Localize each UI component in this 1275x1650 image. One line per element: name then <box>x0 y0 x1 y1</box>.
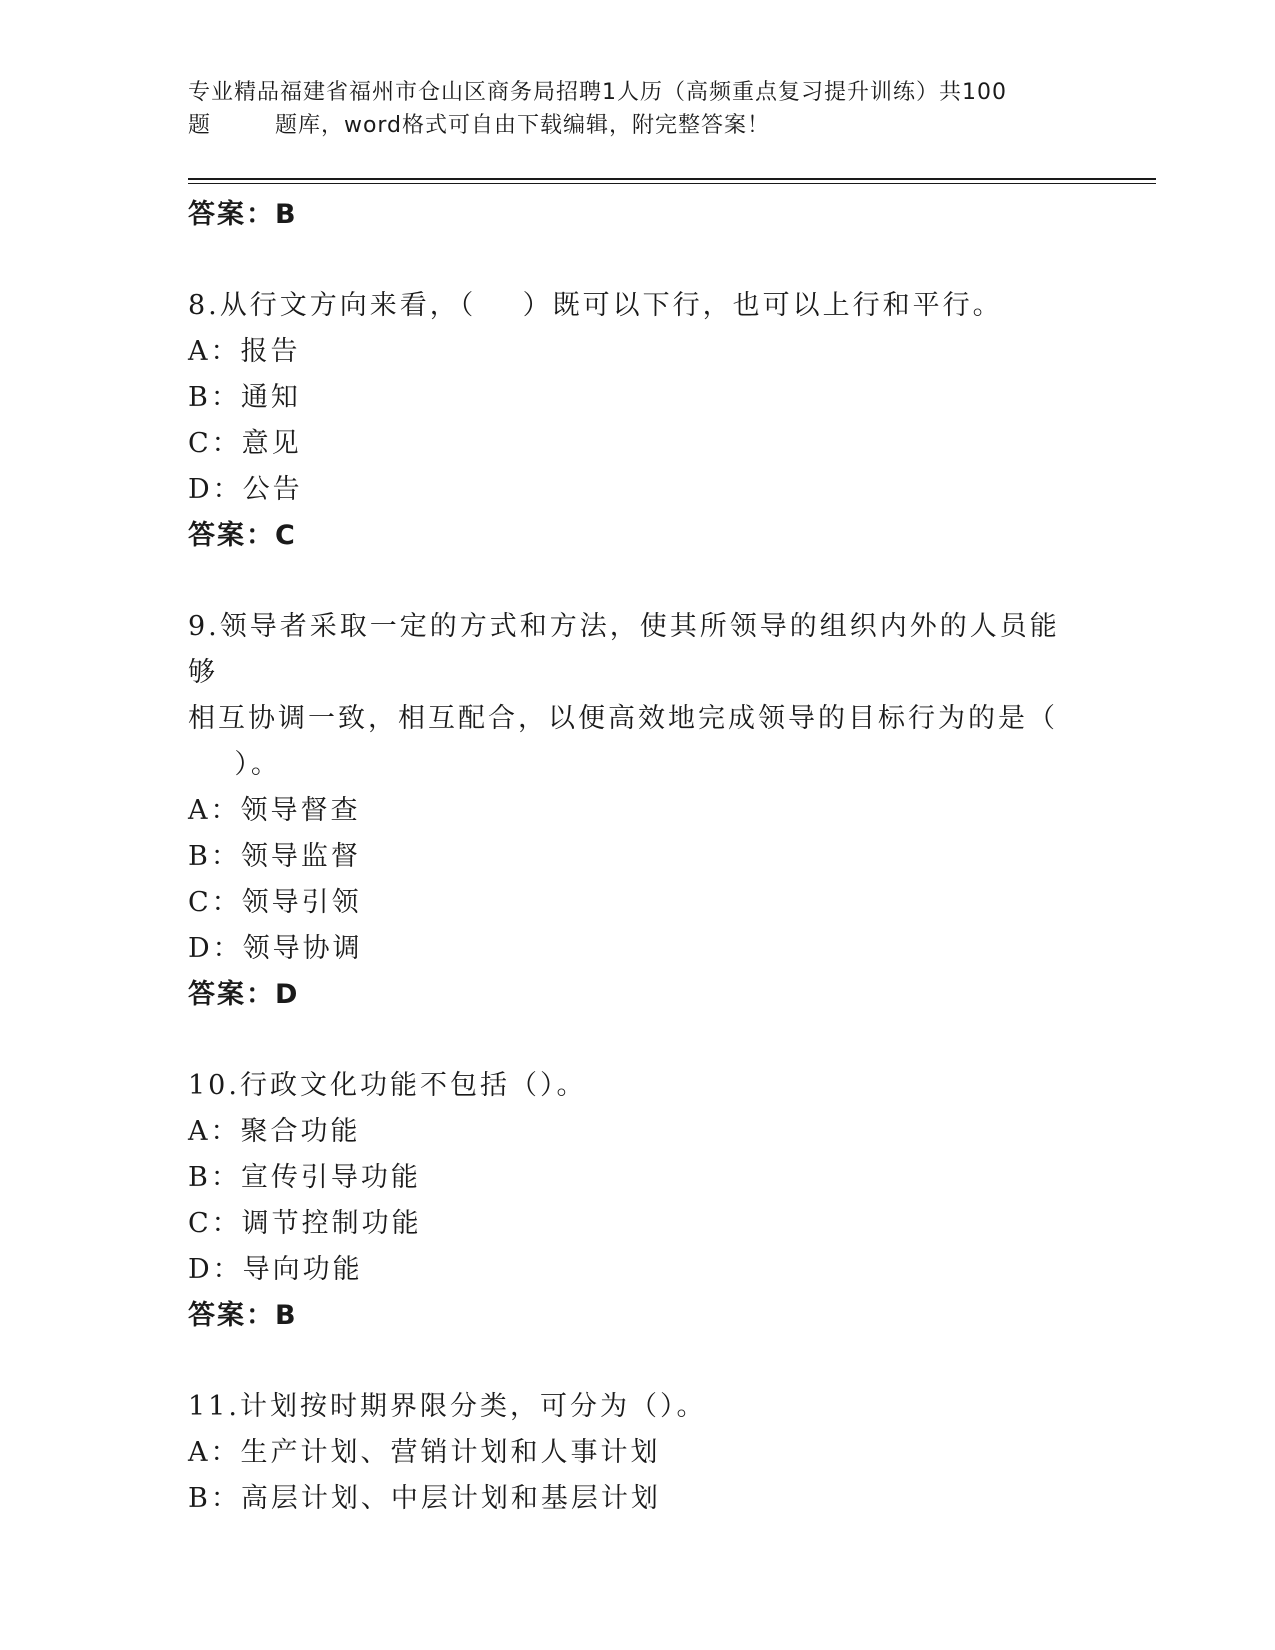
question-8-option-a: A：报告 <box>188 336 301 367</box>
question-8 <box>188 283 1088 559</box>
question-content <box>188 192 1088 1522</box>
question-10 <box>188 1063 1088 1339</box>
question-9-text-line3: ）。 <box>188 749 281 780</box>
question-8-option-d: D：公告 <box>188 474 303 505</box>
question-10-text: 10.行政文化功能不包括（）。 <box>188 1070 587 1101</box>
header-title-line2: 题 题库，word格式可自由下载编辑，附完整答案！ <box>188 113 771 138</box>
page-header <box>188 76 1088 142</box>
header-rule-thin <box>188 183 1156 184</box>
question-10-option-c: C：调节控制功能 <box>188 1208 422 1239</box>
header-rule-thick <box>188 178 1156 180</box>
question-11-option-a: A：生产计划、营销计划和人事计划 <box>188 1437 661 1468</box>
question-11 <box>188 1384 1088 1522</box>
spacer <box>188 559 1088 604</box>
question-11-option-b: B：高层计划、中层计划和基层计划 <box>188 1483 661 1514</box>
question-10-option-d: D：导向功能 <box>188 1254 363 1285</box>
question-8-option-b: B：通知 <box>188 382 301 413</box>
question-9-text-line2: 相互协调一致，相互配合，以便高效地完成领导的目标行为的是（ <box>188 703 1058 734</box>
answer-q9: 答案：D <box>188 979 300 1010</box>
question-10-option-b: B：宣传引导功能 <box>188 1162 421 1193</box>
header-title-line1: 专业精品福建省福州市仓山区商务局招聘1人历（高频重点复习提升训练）共100 <box>188 80 1007 105</box>
question-9-option-a: A：领导督查 <box>188 795 361 826</box>
question-8-text: 8.从行文方向来看，（ ）既可以下行，也可以上行和平行。 <box>188 290 1003 321</box>
answer-q10: 答案：B <box>188 1300 298 1331</box>
answer-q7: 答案：B <box>188 199 298 230</box>
spacer <box>188 1339 1088 1384</box>
question-9-option-b: B：领导监督 <box>188 841 361 872</box>
answer-q8: 答案：C <box>188 520 297 551</box>
question-8-option-c: C：意见 <box>188 428 302 459</box>
question-10-option-a: A：聚合功能 <box>188 1116 361 1147</box>
question-11-text: 11.计划按时期界限分类，可分为（）。 <box>188 1391 707 1422</box>
question-9-option-d: D：领导协调 <box>188 933 363 964</box>
question-9-option-c: C：领导引领 <box>188 887 362 918</box>
spacer <box>188 1018 1088 1063</box>
question-9 <box>188 604 1088 1018</box>
spacer <box>188 238 1088 283</box>
question-9-text-line1: 9.领导者采取一定的方式和方法，使其所领导的组织内外的人员能够 <box>188 611 1060 688</box>
